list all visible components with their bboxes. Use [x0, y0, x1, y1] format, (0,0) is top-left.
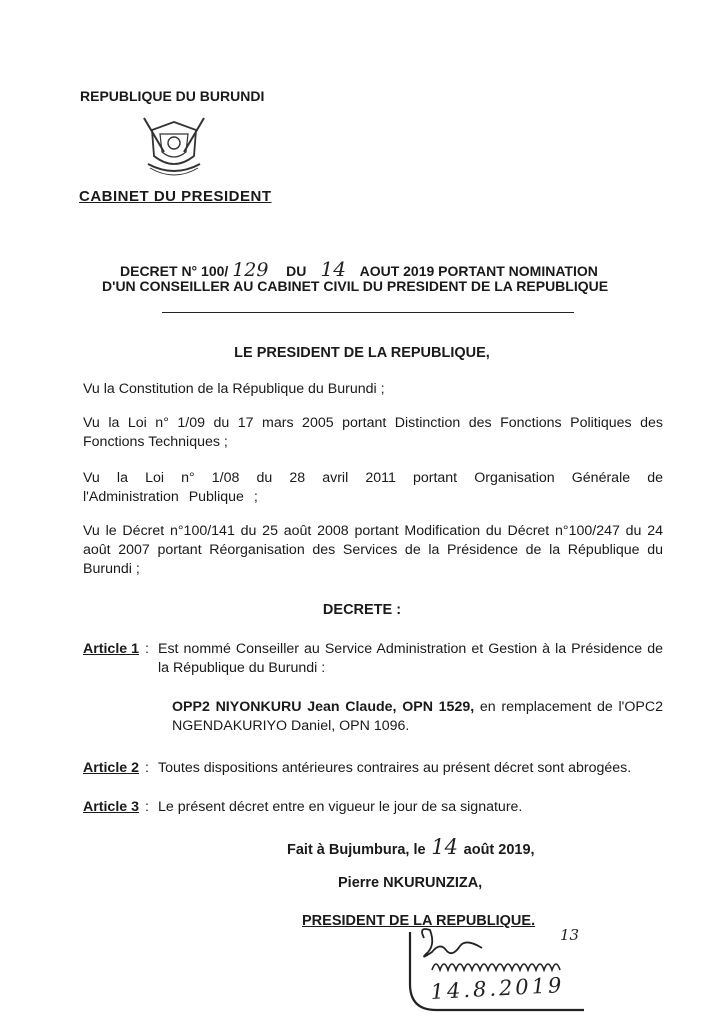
place-prefix: Fait à Bujumbura, le [287, 842, 426, 858]
article-2-colon: : [145, 760, 149, 776]
title-divider [162, 312, 574, 313]
decree-title-line-2: D'UN CONSEILLER AU CABINET CIVIL DU PRESIDENT DE LA REPUBLIQUE [102, 278, 609, 294]
country-name: REPUBLIQUE DU BURUNDI [80, 88, 265, 104]
article-3-colon: : [145, 799, 149, 815]
stamp-number-handwritten: 13 [560, 926, 580, 944]
decree-title-prefix: DECRET N° 100/ [120, 263, 229, 279]
vu-clause-4: Vu le Décret n°100/141 du 25 août 2008 portant Modification du Décret n°100/247 du 24 août 2007 portant Réorganisation des Services de la Présidence de la République du Burundi ; [83, 523, 663, 577]
authority-heading: LE PRESIDENT DE LA REPUBLIQUE, [234, 345, 490, 361]
decrete-heading: DECRETE : [322, 602, 402, 618]
coat-of-arms-icon [138, 112, 210, 184]
decree-title-du: DU [286, 263, 307, 279]
vu-clause-1: Vu la Constitution de la République du Burundi ; [83, 381, 385, 397]
article-3-text: Le présent décret entre en vigueur le jour de sa signature. [158, 799, 523, 815]
article-2-label: Article 2 [83, 760, 139, 776]
date-suffix: août 2019, [463, 842, 535, 858]
signatory-title: PRESIDENT DE LA REPUBLIQUE. [302, 913, 536, 929]
article-3-label: Article 3 [83, 799, 139, 815]
vu-clause-3: Vu la Loi n° 1/08 du 28 avril 2011 portant Organisation Générale de l'Administration Publique ; [83, 470, 663, 505]
article-2-text: Toutes dispositions antérieures contraires au présent décret sont abrogées. [158, 760, 632, 776]
cabinet-name: CABINET DU PRESIDENT [79, 188, 272, 205]
article-1-label: Article 1 [83, 641, 139, 657]
place-date-line [287, 835, 535, 859]
appointee-replacement: en remplacement de l'OPC2 NGENDAKURIYO Daniel, OPN 1096. [172, 699, 663, 734]
decree-title-suffix: AOUT 2019 PORTANT NOMINATION [359, 263, 598, 279]
appointee-paragraph [172, 698, 663, 736]
article-1-text: Est nommé Conseiller au Service Administration et Gestion à la Présidence de la République du Burundi : [158, 641, 663, 676]
decree-day-handwritten: 14 [320, 257, 346, 281]
vu-clause-2: Vu la Loi n° 1/09 du 17 mars 2005 portant Distinction des Fonctions Politiques des Fonctions Techniques ; [83, 415, 663, 450]
appointee-name: OPP2 NIYONKURU Jean Claude, OPN 1529, [172, 699, 475, 715]
signatory-name: Pierre NKURUNZIZA, [338, 875, 483, 891]
article-1-colon: : [145, 641, 149, 657]
closing-day-handwritten: 14 [431, 835, 458, 859]
stamp-date-handwritten: 14.8.2019 [430, 972, 565, 1004]
decree-number-handwritten: 129 [232, 259, 269, 281]
